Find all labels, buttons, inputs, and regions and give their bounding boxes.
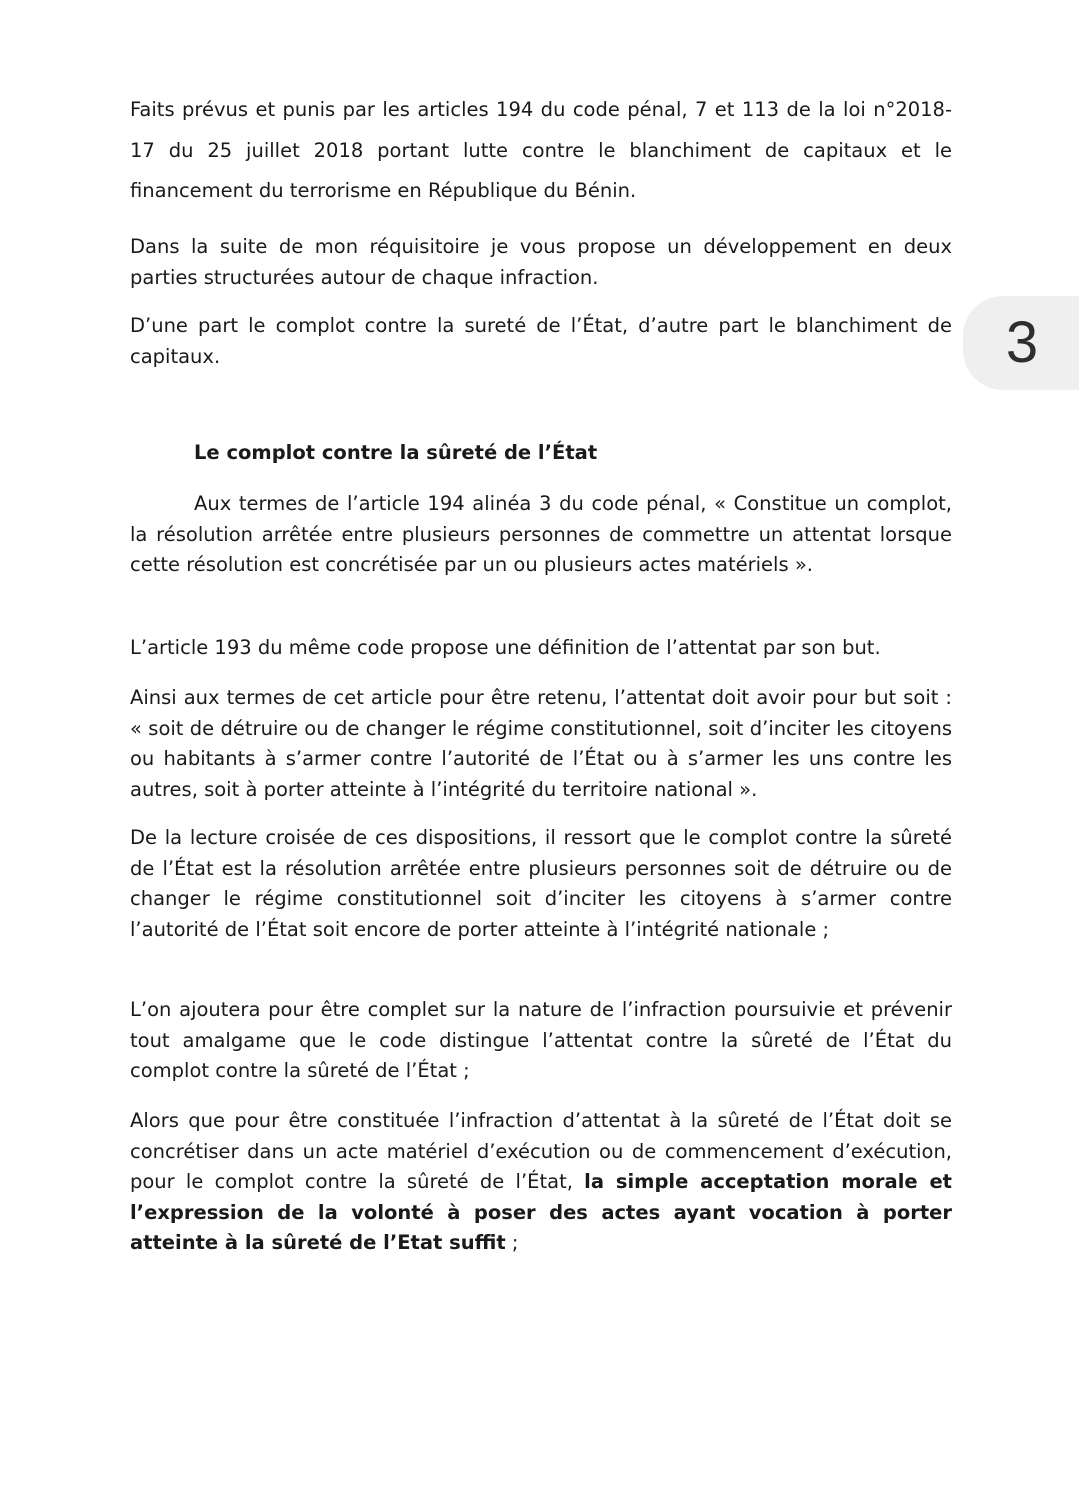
- paragraph-article-193: L’article 193 du même code propose une définition de l’attentat par son but.: [130, 636, 881, 659]
- paragraph-attentat-definition: Ainsi aux termes de cet article pour être retenu, l’attentat doit avoir pour but soit : « soit de détruire ou de changer le régime constitutionnel, soit d’inciter les citoyens ou habitants à s’armer contre l’autorité de l’État ou à s’armer les uns contre les autres, soit à porter atteinte à l’intégrité du territoire national ».: [130, 686, 952, 801]
- paragraph-article-194: Aux termes de l’article 194 alinéa 3 du code pénal, « Constitue un complot, la résolution arrêtée entre plusieurs personnes de commettre un attentat lorsque cette résolution est concrétisée par un ou plusieurs actes matériels ».: [130, 492, 952, 576]
- paragraph-conclusion-end: ;: [505, 1231, 519, 1254]
- paragraph-plan-parts: D’une part le complot contre la sureté de l’État, d’autre part le blanchiment de capitaux.: [130, 314, 952, 368]
- paragraph-plan-intro: Dans la suite de mon réquisitoire je vous propose un développement en deux parties structurées autour de chaque infraction.: [130, 235, 952, 289]
- paragraph-conclusion: [130, 1106, 952, 1259]
- paragraph-conclusion-start: Alors que pour être constituée l’infraction d’attentat à la sûreté de l’État doit se concrétiser dans un acte matériel d’exécution ou de commencement d’exécution, pour le complot contre la sûreté de l’État,: [130, 1109, 952, 1193]
- paragraph-distinction: L’on ajoutera pour être complet sur la nature de l’infraction poursuivie et prévenir tout amalgame que le code distingue l’attentat contre la sûreté de l’État du complot contre la sûreté de l’État ;: [130, 998, 952, 1082]
- paragraph-conclusion-bold: la simple acceptation morale et l’expression de la volonté à poser des actes ayant vocation à porter atteinte à la sûreté de l’Etat suffit: [130, 1170, 952, 1254]
- paragraph-complot-definition: De la lecture croisée de ces dispositions, il ressort que le complot contre la sûreté de l’État est la résolution arrêtée entre plusieurs personnes soit de détruire ou de changer le régime constitutionnel soit d’inciter les citoyens à s’armer contre l’autorité de l’État soit encore de porter atteinte à l’intégrité nationale ;: [130, 826, 952, 941]
- paragraph-legal-basis: Faits prévus et punis par les articles 194 du code pénal, 7 et 113 de la loi n°2018-17 du 25 juillet 2018 portant lutte contre le blanchiment de capitaux et le financement du terrorisme en République du Bénin.: [130, 98, 952, 202]
- section-heading: Le complot contre la sûreté de l’État: [194, 441, 598, 464]
- page-number: 3: [1005, 310, 1039, 375]
